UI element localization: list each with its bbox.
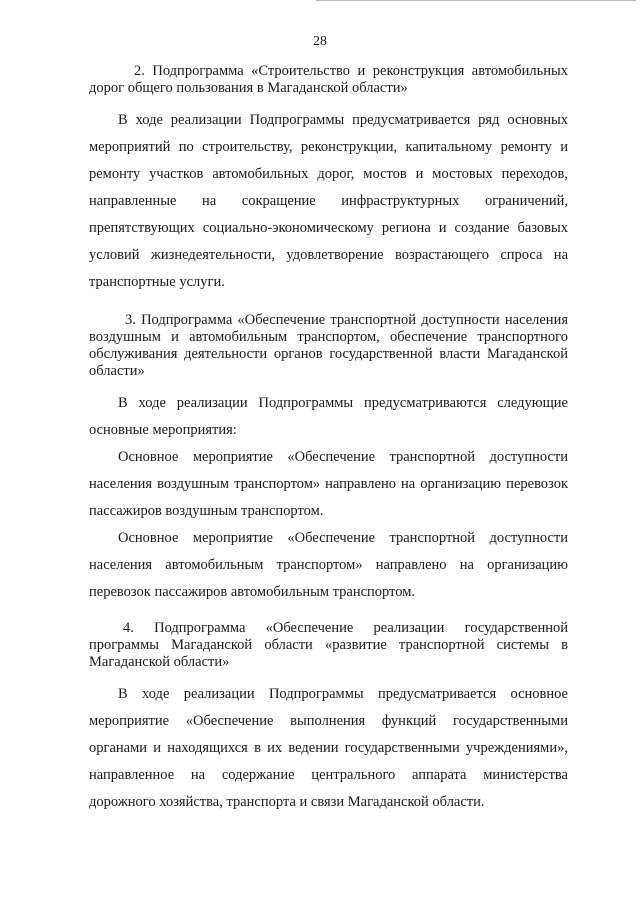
section-heading-4: 4. Подпрограмма «Обеспечение реализации государственной программы Магаданской области «развитие транспортной системы в Магаданской области» bbox=[89, 620, 568, 670]
section-4-paragraph-1: В ходе реализации Подпрограммы предусматривается основное мероприятие «Обеспечение выполнения функций государственными органами и находящихся в их ведении государственными учреждениями», направленное на содержание центрального аппарата министерства дорожного хозяйства, транспорта и связи Магаданской области. bbox=[89, 686, 568, 810]
section-3-paragraph-3: Основное мероприятие «Обеспечение транспортной доступности населения автомобильным транспортом» направлено на организацию перевозок пассажиров автомобильным транспортом. bbox=[89, 530, 568, 600]
section-3-paragraph-1: В ходе реализации Подпрограммы предусматриваются следующие основные мероприятия: bbox=[89, 395, 568, 438]
section-heading-2: 2. Подпрограмма «Строительство и реконструкция автомобильных дорог общего пользования в Магаданской области» bbox=[89, 63, 568, 96]
document-body bbox=[89, 63, 568, 816]
section-3-paragraph-2: Основное мероприятие «Обеспечение транспортной доступности населения воздушным транспортом» направлено на организацию перевозок пассажиров воздушным транспортом. bbox=[89, 449, 568, 519]
page-number: 28 bbox=[313, 34, 327, 49]
top-rule bbox=[316, 0, 636, 1]
section-heading-3: 3. Подпрограмма «Обеспечение транспортной доступности населения воздушным и автомобильным транспортом, обеспечение транспортного обслуживания деятельности органов государственной власти Магаданской области» bbox=[89, 312, 568, 379]
section-2-paragraph-1: В ходе реализации Подпрограммы предусматривается ряд основных мероприятий по строительству, реконструкции, капитальному ремонту и ремонту участков автомобильных дорог, мостов и мостовых переходов, направленные на сокращение инфраструктурных ограничений, препятствующих социально-экономическому региона и создание базовых условий жизнедеятельности, удовлетворение возрастающего спроса на транспортные услуги. bbox=[89, 112, 568, 290]
